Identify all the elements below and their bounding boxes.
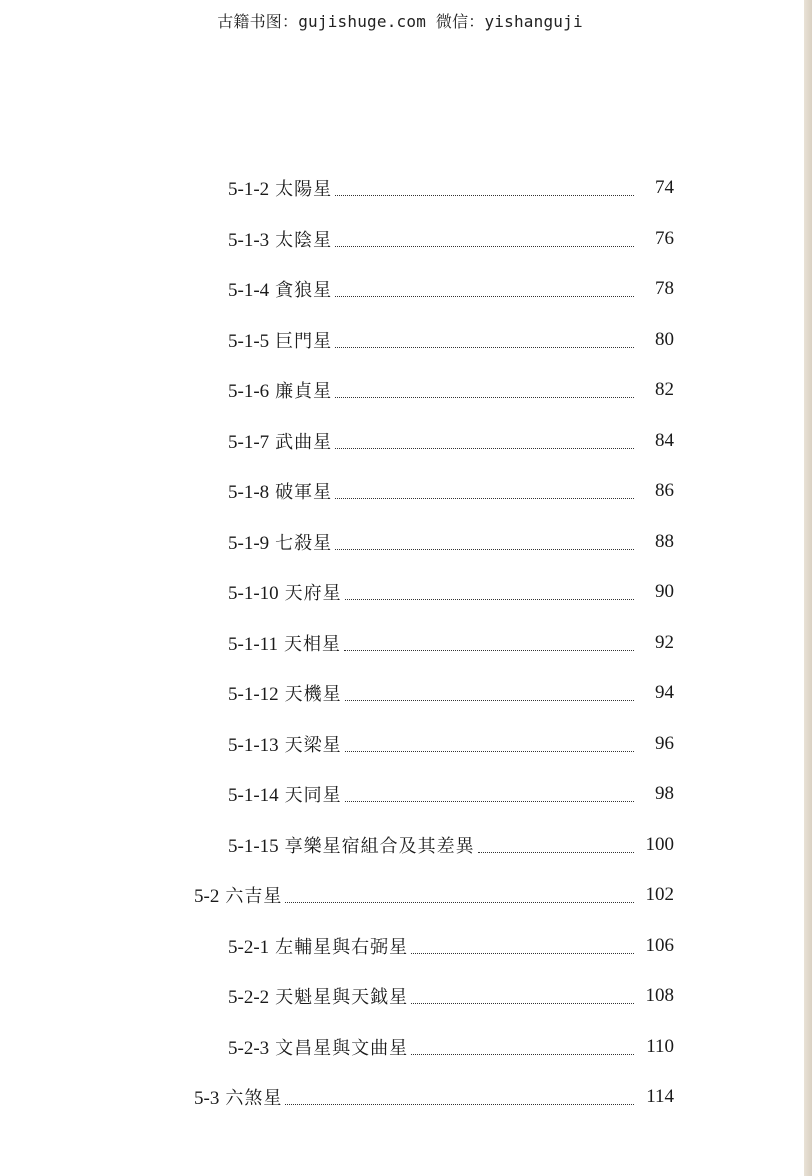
section-number: 5-1-5	[228, 330, 270, 352]
toc-entry[interactable]	[0, 466, 812, 517]
section-title: 天相星	[283, 633, 341, 655]
toc-entry-heading	[228, 327, 332, 353]
page-number: 94	[655, 682, 674, 704]
page-number: 78	[655, 278, 674, 300]
page-number: 110	[646, 1035, 674, 1057]
page-number: 114	[646, 1086, 674, 1108]
toc-entry[interactable]	[0, 214, 812, 265]
page-number: 98	[655, 783, 674, 805]
toc-entry[interactable]	[0, 769, 812, 820]
page-number: 88	[655, 530, 674, 552]
toc-entry-heading	[228, 175, 332, 201]
section-title: 貪狼星	[275, 280, 333, 302]
section-number: 5-1-10	[228, 583, 279, 605]
dot-leader	[335, 246, 634, 247]
toc-entry-heading	[228, 630, 341, 656]
toc-entry-heading	[228, 1034, 408, 1060]
toc-entry[interactable]	[0, 668, 812, 719]
page-number: 108	[645, 985, 674, 1007]
dot-leader	[478, 852, 634, 853]
dot-leader	[411, 953, 634, 954]
dot-leader	[411, 1003, 634, 1004]
page-number: 86	[655, 480, 674, 502]
toc-entry[interactable]	[0, 820, 812, 871]
toc-entry-heading	[228, 933, 408, 959]
section-title: 太陽星	[275, 179, 333, 201]
section-number: 5-1-7	[228, 431, 270, 453]
toc-entry-heading	[228, 680, 342, 706]
toc-entry-heading	[194, 1084, 282, 1110]
page-number: 102	[645, 884, 674, 906]
dot-leader	[335, 397, 634, 398]
section-number: 5-1-6	[228, 381, 270, 403]
page-number: 92	[655, 631, 674, 653]
toc-entry-heading	[228, 377, 332, 403]
page-number: 90	[655, 581, 674, 603]
section-title: 文昌星與文曲星	[275, 1037, 409, 1059]
dot-leader	[335, 347, 634, 348]
section-title: 破軍星	[275, 482, 333, 504]
section-number: 5-1-12	[228, 684, 279, 706]
page-number: 76	[655, 227, 674, 249]
toc-entry[interactable]	[0, 921, 812, 972]
dot-leader	[345, 751, 634, 752]
toc-entry-heading	[228, 276, 332, 302]
page-number: 96	[655, 732, 674, 754]
section-title: 六煞星	[225, 1088, 283, 1110]
section-number: 5-1-13	[228, 734, 279, 756]
section-number: 5-1-3	[228, 229, 270, 251]
section-title: 左輔星與右弼星	[275, 936, 409, 958]
toc-entry[interactable]	[0, 315, 812, 366]
section-title: 廉貞星	[275, 381, 333, 403]
toc-entry-heading	[228, 832, 475, 858]
section-number: 5-1-8	[228, 482, 270, 504]
toc-entry-heading	[228, 983, 408, 1009]
dot-leader	[335, 195, 634, 196]
dot-leader	[345, 801, 634, 802]
section-title: 天魁星與天鉞星	[275, 987, 409, 1009]
toc-entry[interactable]	[0, 971, 812, 1022]
section-number: 5-3	[194, 1088, 220, 1110]
section-title: 巨門星	[275, 330, 333, 352]
section-title: 六吉星	[225, 886, 283, 908]
page-number: 106	[645, 934, 674, 956]
section-number: 5-1-11	[228, 633, 278, 655]
toc-entry-heading	[228, 579, 342, 605]
toc-entry[interactable]	[0, 618, 812, 669]
section-number: 5-2-3	[228, 1037, 270, 1059]
dot-leader	[285, 902, 634, 903]
section-number: 5-2-2	[228, 987, 270, 1009]
section-number: 5-1-15	[228, 835, 279, 857]
page-number: 74	[655, 177, 674, 199]
toc-entry-heading	[228, 529, 332, 555]
section-number: 5-1-9	[228, 532, 270, 554]
toc-entry[interactable]	[0, 719, 812, 770]
dot-leader	[344, 650, 634, 651]
page-number: 82	[655, 379, 674, 401]
toc-entry[interactable]	[0, 1072, 812, 1123]
section-title: 武曲星	[275, 431, 333, 453]
dot-leader	[335, 549, 634, 550]
section-title: 太陰星	[275, 229, 333, 251]
toc-entry[interactable]	[0, 416, 812, 467]
toc-entry[interactable]	[0, 870, 812, 921]
page-edge	[804, 0, 812, 1176]
toc-entry-heading	[228, 781, 342, 807]
page-number: 80	[655, 328, 674, 350]
toc-entry-heading	[228, 731, 342, 757]
dot-leader	[345, 599, 634, 600]
page-number: 100	[645, 833, 674, 855]
section-title: 享樂星宿組合及其差異	[284, 835, 475, 857]
section-number: 5-2	[194, 886, 220, 908]
toc-entry[interactable]	[0, 1022, 812, 1073]
toc-entry-heading	[228, 226, 332, 252]
toc-entry[interactable]	[0, 567, 812, 618]
toc-entry-heading	[228, 478, 332, 504]
section-title: 天機星	[284, 684, 342, 706]
section-number: 5-1-14	[228, 785, 279, 807]
dot-leader	[345, 700, 634, 701]
section-title: 七殺星	[275, 532, 333, 554]
section-number: 5-1-4	[228, 280, 270, 302]
section-title: 天府星	[284, 583, 342, 605]
table-of-contents	[0, 163, 812, 1123]
toc-entry[interactable]	[0, 517, 812, 568]
section-number: 5-2-1	[228, 936, 270, 958]
watermark-text: 古籍书图：gujishuge.com 微信：yishanguji	[217, 12, 583, 31]
dot-leader	[285, 1104, 634, 1105]
section-number: 5-1-2	[228, 179, 270, 201]
dot-leader	[335, 498, 634, 499]
toc-entry-heading	[194, 882, 282, 908]
toc-entry[interactable]	[0, 264, 812, 315]
page-number: 84	[655, 429, 674, 451]
dot-leader	[335, 296, 634, 297]
dot-leader	[411, 1054, 634, 1055]
toc-entry[interactable]	[0, 365, 812, 416]
toc-entry-heading	[228, 428, 332, 454]
section-title: 天梁星	[284, 734, 342, 756]
dot-leader	[335, 448, 634, 449]
toc-entry[interactable]	[0, 163, 812, 214]
section-title: 天同星	[284, 785, 342, 807]
